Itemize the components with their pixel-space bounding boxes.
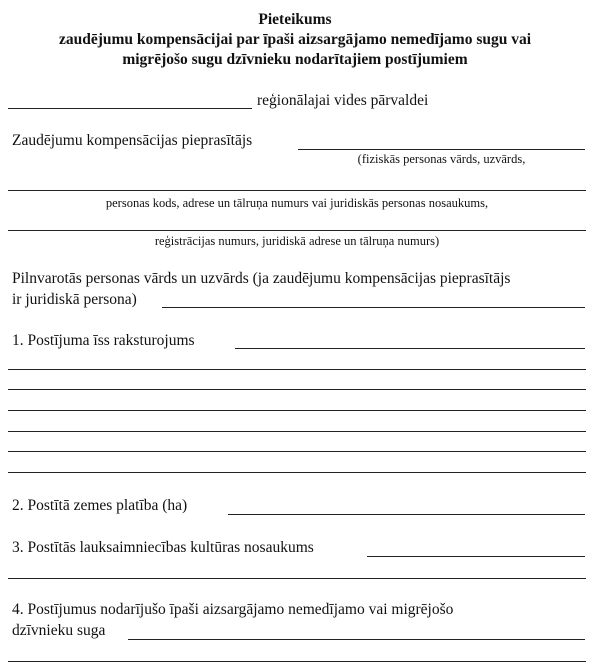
applicant-field-line-3[interactable]: [8, 230, 586, 231]
damage-description-line-7[interactable]: [8, 472, 586, 473]
crop-name-field-line-2[interactable]: [8, 578, 586, 579]
applicant-field-line-2[interactable]: [8, 190, 586, 191]
damage-description-label: 1. Postījuma īss raksturojums: [12, 332, 195, 349]
damage-description-line-5[interactable]: [8, 431, 586, 432]
applicant-field-line[interactable]: [298, 149, 585, 150]
damage-description-line-4[interactable]: [8, 410, 586, 411]
authorized-person-label-2: ir juridiskā persona): [12, 291, 137, 308]
applicant-hint-1: (fiziskās personas vārds, uzvārds,: [357, 152, 526, 166]
species-label-2: dzīvnieku suga: [12, 622, 106, 639]
applicant-label: Zaudējumu kompensācijas pieprasītājs: [12, 132, 253, 149]
damaged-area-label: 2. Postītā zemes platība (ha): [12, 497, 188, 514]
crop-name-label: 3. Postītās lauksaimniecības kultūras nosaukums: [12, 539, 314, 556]
applicant-hint-3: reģistrācijas numurs, juridiskā adrese un tālruņa numurs): [154, 234, 440, 248]
damage-description-line-6[interactable]: [8, 451, 586, 452]
applicant-hint-2: personas kods, adrese un tālruņa numurs vai juridiskās personas nosaukums,: [105, 196, 489, 210]
addressee-field-line[interactable]: [8, 108, 252, 109]
authorized-person-label: Pilnvarotās personas vārds un uzvārds (ja zaudējumu kompensācijas pieprasītājs: [12, 270, 511, 287]
damage-description-line-2[interactable]: [8, 369, 586, 370]
form-subtitle-line1: zaudējumu kompensācijai par īpaši aizsargājamo nemedījamo sugu vai: [58, 31, 532, 48]
species-field-line[interactable]: [128, 639, 585, 640]
species-field-line-2[interactable]: [8, 661, 586, 662]
damage-description-line-3[interactable]: [8, 389, 586, 390]
damage-description-line-1[interactable]: [235, 348, 585, 349]
crop-name-field-line[interactable]: [367, 556, 585, 557]
damaged-area-field-line[interactable]: [228, 514, 585, 515]
authorized-person-field-line[interactable]: [162, 307, 585, 308]
form-title: Pieteikums: [258, 11, 332, 28]
species-label: 4. Postījumus nodarījušo īpaši aizsargājamo nemedījamo vai migrējošo: [12, 601, 454, 618]
form-subtitle-line2: migrējošo sugu dzīvnieku nodarītajiem postījumiem: [122, 51, 468, 68]
addressee-label: reģionālajai vides pārvaldei: [257, 92, 429, 109]
